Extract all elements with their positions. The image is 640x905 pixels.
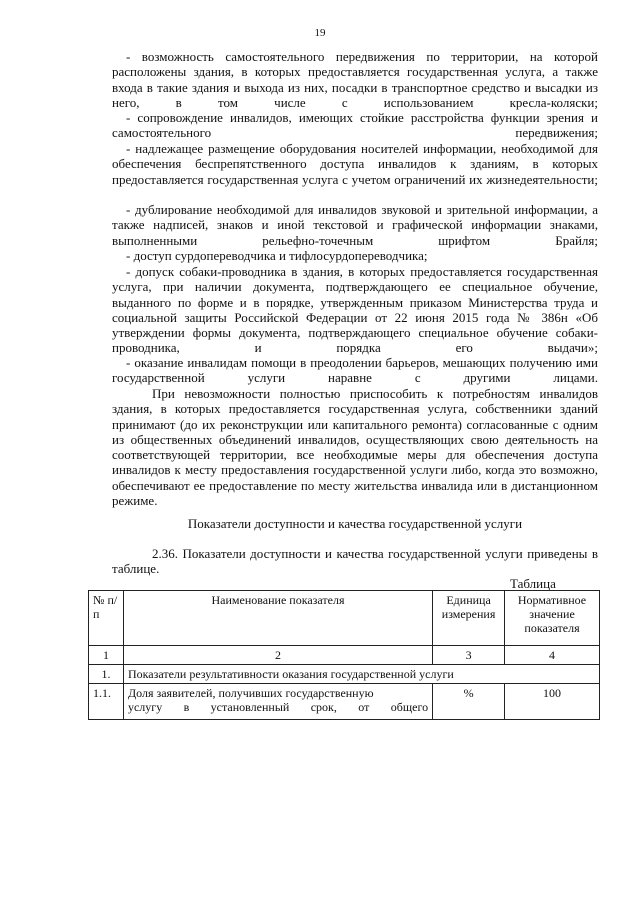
header-indicator-name: Наименование показателя: [123, 591, 432, 646]
table-numbering-row: [89, 646, 600, 665]
paragraph-adaptation: При невозможности полностью приспособить к потребностям инвалидов здания, в которых предоставляется государственная услуга, собственники зданий принимают (до их реконструкции или капитального ремонта) согласованные с одним из общественных объединений инвалидов, осуществляющих свою деятельность на соответствующей территории, все необходимые меры для обеспечения доступа инвалидов к месту предоставления государственной услуги либо, когда это возможно, обеспечивают ее предоставление по месту жительства инвалида или в дистанционном режиме.: [112, 386, 598, 509]
table-header-row: [89, 591, 600, 646]
indicators-table: [88, 590, 600, 720]
table-cell-indicator: [123, 684, 432, 720]
paragraph-mobility: - возможность самостоятельного передвижения по территории, на которой расположены здания, в которых предоставляется государственная услуга, а также входа в такие здания и выхода из них, посадки в транспортное средство и высадки из него, в том числе с использованием кресла-коляски;: [112, 49, 598, 110]
table-section-row: [89, 665, 600, 684]
paragraph-guide-dog: - допуск собаки-проводника в здания, в которых предоставляется государственная услуга, при наличии документа, подтверждающего ее специальное обучение, выданного по форме и в порядке, утвержденным приказом Министерства труда и социальной защиты Российской Федерации от 22 июня 2015 года № 386н «Об утверждении формы документа, подтверждающего специальное обучение собаки-проводника, и порядка его выдачи»;: [112, 264, 598, 356]
table-cell: 2: [123, 646, 432, 665]
paragraph-braille: - дублирование необходимой для инвалидов звуковой и зрительной информации, а также надписей, знаков и иной текстовой и графической информации знаками, выполненными рельефно-точечным шрифтом Брайля;: [112, 202, 598, 248]
table-cell: 4: [505, 646, 600, 665]
intro-paragraph: 2.36. Показатели доступности и качества государственной услуги приведены в таблице.: [112, 546, 598, 577]
header-unit: Единица измерения: [433, 591, 505, 646]
paragraph-escort: - сопровождение инвалидов, имеющих стойкие расстройства функции зрения и самостоятельного передвижения;: [112, 110, 598, 141]
table-cell: %: [433, 684, 505, 720]
paragraph-interpreter: - доступ сурдопереводчика и тифлосурдопереводчика;: [126, 248, 428, 263]
table-cell: 3: [433, 646, 505, 665]
table-cell: 1: [89, 646, 124, 665]
table-caption: Таблица: [510, 576, 556, 591]
header-normative-value: Нормативное значение показателя: [505, 591, 600, 646]
table-cell: 1.: [89, 665, 124, 684]
table-cell: 1.1.: [89, 684, 124, 720]
section-heading: Показатели доступности и качества государственной услуги: [187, 516, 523, 531]
table-cell: 100: [505, 684, 600, 720]
indicator-line: Доля заявителей, получивших государственную: [127, 686, 374, 700]
paragraph-barriers: - оказание инвалидам помощи в преодолении барьеров, мешающих получению ими государственной услуги наравне с другими лицами.: [112, 355, 598, 386]
indicator-line: услугу в установленный срок, от общего: [127, 700, 429, 714]
page-number: 19: [314, 27, 326, 39]
table-cell: Показатели результативности оказания государственной услуги: [123, 665, 599, 684]
paragraph-equipment: - надлежащее размещение оборудования носителей информации, необходимой для обеспечения беспрепятственного доступа инвалидов к зданиям, в которых предоставляется государственная услуга с учетом ограничений их жизнедеятельности;: [112, 141, 598, 187]
table-row: [89, 684, 600, 720]
header-number: № п/п: [89, 591, 124, 646]
